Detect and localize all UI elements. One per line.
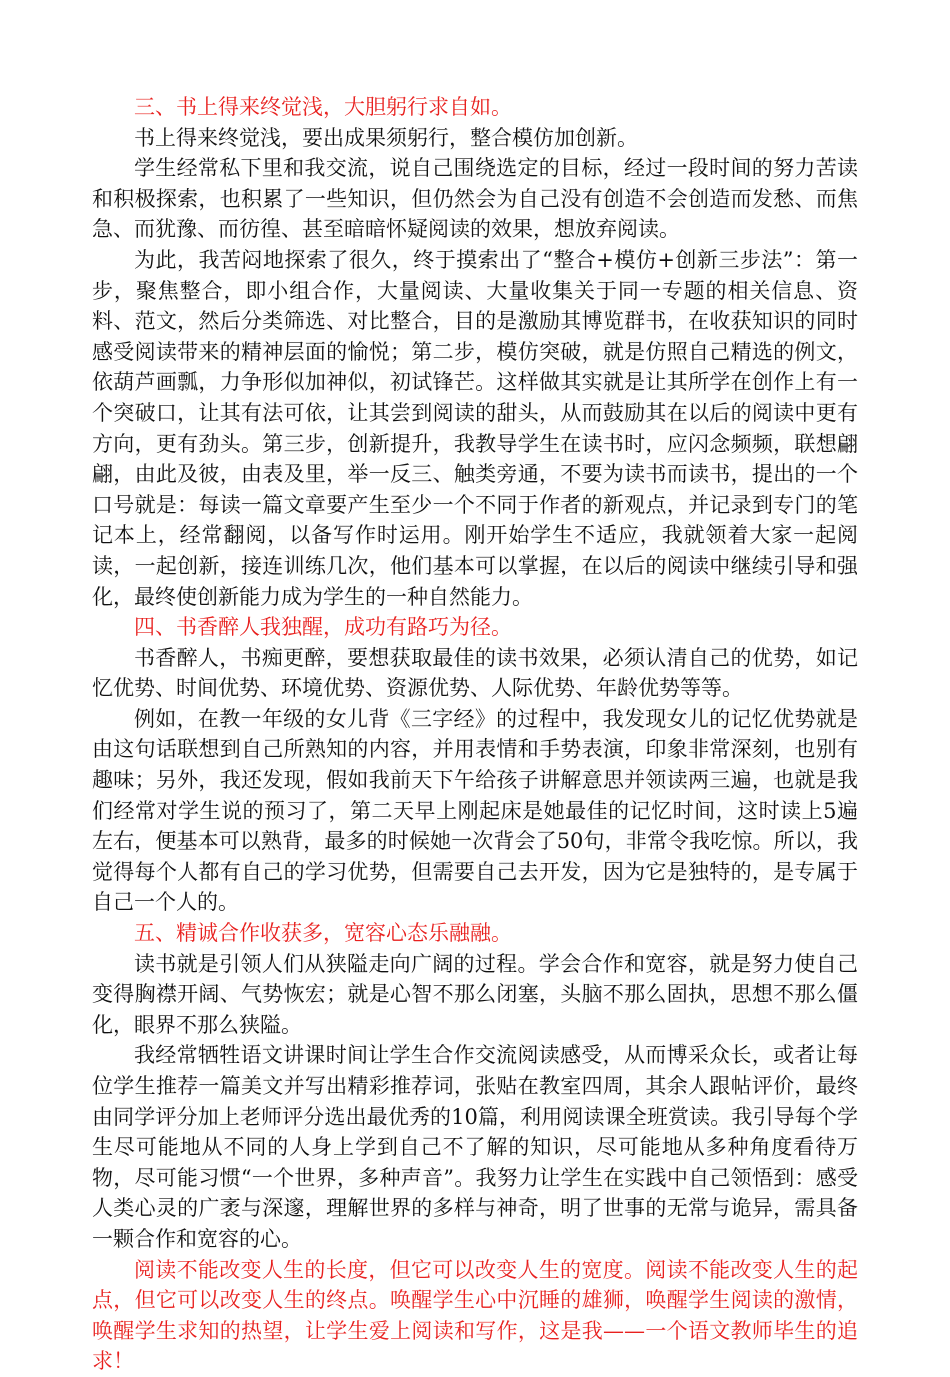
section-heading-4: 四、书香醉人我独醒，成功有路巧为径。 <box>134 615 512 640</box>
document-page <box>92 92 858 1377</box>
paragraph: 书上得来终觉浅，要出成果须躬行，整合模仿加创新。 <box>134 125 638 150</box>
paragraph: 书香醉人，书痴更醉，要想获取最佳的读书效果，必须认清自己的优势，如记忆优势、时间优势、环境优势、资源优势、人际优势、年龄优势等等。 <box>92 645 858 701</box>
section-heading-5: 五、精诚合作收获多，宽容心态乐融融。 <box>134 921 512 946</box>
paragraph: 读书就是引领人们从狭隘走向广阔的过程。学会合作和宽容，就是努力使自己变得胸襟开阔、气势恢宏；就是心智不那么闭塞，头脑不那么固执，思想不那么僵化，眼界不那么狭隘。 <box>92 951 858 1037</box>
paragraph: 学生经常私下里和我交流，说自己围绕选定的目标，经过一段时间的努力苦读和积极探索，也积累了一些知识，但仍然会为自己没有创造不会创造而发愁、而焦急、而犹豫、而彷徨、甚至暗暗怀疑阅读的效果，想放弃阅读。 <box>92 156 858 242</box>
paragraph: 例如，在教一年级的女儿背《三字经》的过程中，我发现女儿的记忆优势就是由这句话联想到自己所熟知的内容，并用表情和手势表演，印象非常深刻，也别有趣味；另外，我还发现，假如我前天下午给孩子讲解意思并领读两三遍，也就是我们经常对学生说的预习了，第二天早上刚起床是她最佳的记忆时间，这时读上5遍左右，便基本可以熟背，最多的时候她一次背会了50句，非常令我吃惊。所以，我觉得每个人都有自己的学习优势，但需要自己去开发，因为它是独特的，是专属于自己一个人的。 <box>92 706 858 915</box>
paragraph: 我经常牺牲语文讲课时间让学生合作交流阅读感受，从而博采众长，或者让每位学生推荐一篇美文并写出精彩推荐词，张贴在教室四周，其余人跟帖评价，最终由同学评分加上老师评分选出最优秀的10篇，利用阅读课全班赏读。我引导每个学生尽可能地从不同的人身上学到自己不了解的知识，尽可能地从多种角度看待万物，尽可能习惯“一个世界，多种声音”。我努力让学生在实践中自己领悟到：感受人类心灵的广袤与深邃，理解世界的多样与神奇，明了世事的无常与诡异，需具备一颗合作和宽容的心。 <box>92 1043 858 1251</box>
section-heading-3: 三、书上得来终觉浅，大胆躬行求自如。 <box>134 95 512 119</box>
paragraph: 为此，我苦闷地探索了很久，终于摸索出了“整合+模仿+创新三步法”：第一步，聚焦整合，即小组合作，大量阅读、大量收集关于同一专题的相关信息、资料、范文，然后分类筛选、对比整合，目的是激励其博览群书，在收获知识的同时感受阅读带来的精神层面的愉悦；第二步，模仿突破，就是仿照自己精选的例文，依葫芦画瓢，力争形似加神似，初试锋芒。这样做其实就是让其所学在创作上有一个突破口，让其有法可依，让其尝到阅读的甜头，从而鼓励其在以后的阅读中更有方向，更有劲头。第三步，创新提升，我教导学生在读书时，应闪念频频，联想翩翩，由此及彼，由表及里，举一反三、触类旁通，不要为读书而读书，提出的一个口号就是：每读一篇文章要产生至少一个不同于作者的新观点，并记录到专门的笔记本上，经常翻阅，以备写作时运用。刚开始学生不适应，我就领着大家一起阅读，一起创新，接连训练几次，他们基本可以掌握，在以后的阅读中继续引导和强化，最终使创新能力成为学生的一种自然能力。 <box>92 247 858 609</box>
closing-paragraph: 阅读不能改变人生的长度，但它可以改变人生的宽度。阅读不能改变人生的起点，但它可以改变人生的终点。唤醒学生心中沉睡的雄狮，唤醒学生阅读的激情，唤醒学生求知的热望，让学生爱上阅读和写作，这是我——一个语文教师毕生的追求！ <box>92 1257 858 1374</box>
